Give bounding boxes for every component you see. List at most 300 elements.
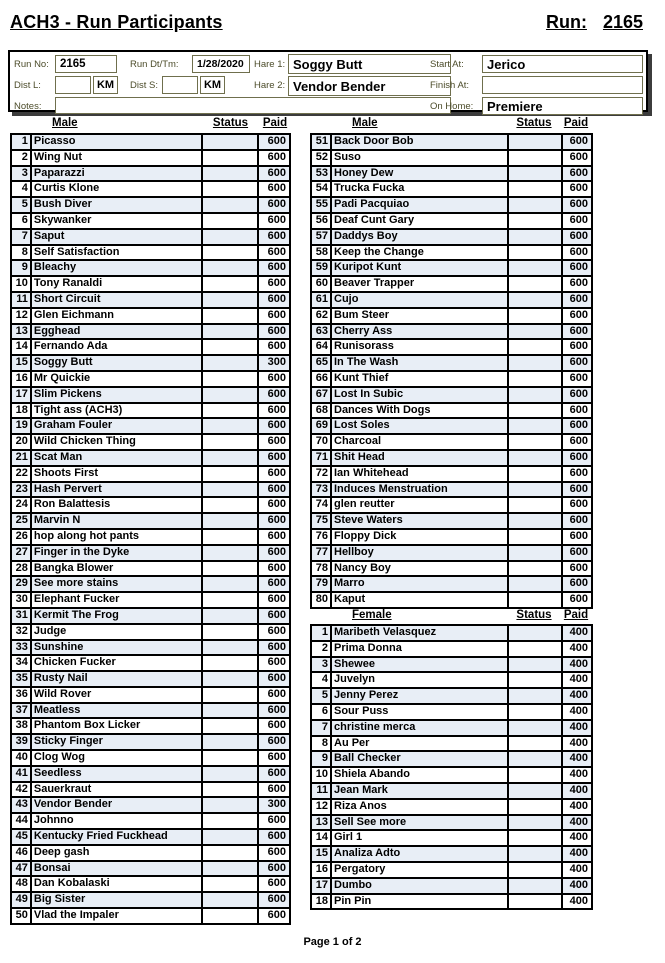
paid-amount: 400 bbox=[563, 737, 593, 753]
table-row bbox=[310, 356, 593, 372]
table-row bbox=[10, 830, 291, 846]
runner-name: Judge bbox=[32, 625, 203, 641]
runner-name: Floppy Dick bbox=[332, 530, 509, 546]
row-number: 64 bbox=[312, 340, 332, 356]
paid-amount: 600 bbox=[259, 530, 291, 546]
runner-name: Dan Kobalaski bbox=[32, 877, 203, 893]
status-cell bbox=[203, 435, 260, 451]
table-row bbox=[10, 451, 291, 467]
row-number: 28 bbox=[12, 562, 32, 578]
status-cell bbox=[509, 340, 563, 356]
table-row bbox=[10, 388, 291, 404]
runner-name: Scat Man bbox=[32, 451, 203, 467]
row-number: 54 bbox=[312, 182, 332, 198]
status-cell bbox=[509, 514, 563, 530]
paid-amount: 600 bbox=[563, 388, 593, 404]
row-number: 20 bbox=[12, 435, 32, 451]
table-row bbox=[10, 656, 291, 672]
paid-amount: 600 bbox=[259, 767, 291, 783]
runner-name: Sell See more bbox=[332, 816, 509, 832]
row-number: 36 bbox=[12, 688, 32, 704]
runner-name: Bleachy bbox=[32, 261, 203, 277]
runner-name: Honey Dew bbox=[332, 167, 509, 183]
table-row bbox=[10, 593, 291, 609]
row-number: 16 bbox=[12, 372, 32, 388]
status-cell bbox=[509, 593, 563, 609]
paid-amount: 600 bbox=[259, 467, 291, 483]
paid-amount: 600 bbox=[259, 419, 291, 435]
status-cell bbox=[203, 893, 260, 909]
runner-name: Short Circuit bbox=[32, 293, 203, 309]
row-number: 69 bbox=[312, 419, 332, 435]
status-cell bbox=[509, 752, 563, 768]
runner-name: Slim Pickens bbox=[32, 388, 203, 404]
table-row bbox=[310, 626, 593, 642]
table-row bbox=[310, 577, 593, 593]
paid-amount: 400 bbox=[563, 626, 593, 642]
status-cell bbox=[509, 182, 563, 198]
paid-amount: 400 bbox=[563, 721, 593, 737]
runner-name: Meatless bbox=[32, 704, 203, 720]
row-number: 1 bbox=[312, 626, 332, 642]
status-cell bbox=[203, 577, 260, 593]
row-number: 15 bbox=[312, 847, 332, 863]
paid-amount: 600 bbox=[563, 135, 593, 151]
row-number: 35 bbox=[12, 672, 32, 688]
paid-amount: 400 bbox=[563, 673, 593, 689]
status-cell bbox=[203, 625, 260, 641]
table-row bbox=[10, 467, 291, 483]
runner-name: Dumbo bbox=[332, 879, 509, 895]
row-number: 46 bbox=[12, 846, 32, 862]
status-cell bbox=[509, 626, 563, 642]
row-number: 62 bbox=[312, 309, 332, 325]
paid-amount: 600 bbox=[259, 814, 291, 830]
paid-amount: 600 bbox=[563, 182, 593, 198]
row-number: 21 bbox=[12, 451, 32, 467]
table-row bbox=[10, 562, 291, 578]
paid-amount: 600 bbox=[563, 467, 593, 483]
runner-name: Runisorass bbox=[332, 340, 509, 356]
status-cell bbox=[203, 356, 260, 372]
table-row bbox=[310, 404, 593, 420]
runner-name: glen reutter bbox=[332, 498, 509, 514]
row-number: 78 bbox=[312, 562, 332, 578]
row-number: 65 bbox=[312, 356, 332, 372]
paid-amount: 300 bbox=[259, 798, 291, 814]
runner-name: Au Per bbox=[332, 737, 509, 753]
status-cell bbox=[509, 831, 563, 847]
runner-name: Big Sister bbox=[32, 893, 203, 909]
row-number: 14 bbox=[312, 831, 332, 847]
status-cell bbox=[203, 830, 260, 846]
row-number: 53 bbox=[312, 167, 332, 183]
status-cell bbox=[203, 340, 260, 356]
table-row bbox=[10, 862, 291, 878]
table-row bbox=[10, 325, 291, 341]
runner-name: Lost Soles bbox=[332, 419, 509, 435]
table-row bbox=[10, 135, 291, 151]
dist-l-field[interactable] bbox=[55, 76, 91, 94]
status-cell bbox=[203, 767, 260, 783]
table-row bbox=[310, 831, 593, 847]
runner-name: Egghead bbox=[32, 325, 203, 341]
status-cell bbox=[203, 877, 260, 893]
row-number: 77 bbox=[312, 546, 332, 562]
paid-amount: 600 bbox=[259, 309, 291, 325]
row-number: 26 bbox=[12, 530, 32, 546]
runner-name: Keep the Change bbox=[332, 246, 509, 262]
paid-amount: 600 bbox=[259, 830, 291, 846]
status-cell bbox=[509, 167, 563, 183]
table-row bbox=[310, 340, 593, 356]
runner-name: Curtis Klone bbox=[32, 182, 203, 198]
runner-name: Deaf Cunt Gary bbox=[332, 214, 509, 230]
row-number: 6 bbox=[12, 214, 32, 230]
paid-amount: 600 bbox=[563, 498, 593, 514]
table-row bbox=[310, 372, 593, 388]
notes-label: Notes: bbox=[14, 101, 42, 112]
runner-name: Finger in the Dyke bbox=[32, 546, 203, 562]
table-row bbox=[310, 816, 593, 832]
status-cell bbox=[509, 467, 563, 483]
on-home-field[interactable]: Premiere bbox=[482, 97, 643, 115]
runner-name: Johnno bbox=[32, 814, 203, 830]
status-cell bbox=[203, 546, 260, 562]
row-number: 8 bbox=[12, 246, 32, 262]
status-cell bbox=[203, 404, 260, 420]
run-dt-field[interactable]: 1/28/2020 bbox=[192, 55, 250, 73]
female-table bbox=[310, 624, 593, 910]
runner-name: Sauerkraut bbox=[32, 783, 203, 799]
start-at-field[interactable]: Jerico bbox=[482, 55, 643, 73]
runner-name: Bonsai bbox=[32, 862, 203, 878]
table-row bbox=[10, 214, 291, 230]
row-number: 12 bbox=[312, 800, 332, 816]
table-row bbox=[10, 704, 291, 720]
runner-name: Ian Whitehead bbox=[332, 467, 509, 483]
paid-amount: 600 bbox=[259, 451, 291, 467]
row-number: 18 bbox=[12, 404, 32, 420]
paid-amount: 600 bbox=[259, 846, 291, 862]
status-cell bbox=[509, 356, 563, 372]
paid-amount: 600 bbox=[259, 893, 291, 909]
status-cell bbox=[203, 309, 260, 325]
status-cell bbox=[509, 293, 563, 309]
row-number: 42 bbox=[12, 783, 32, 799]
status-cell bbox=[203, 246, 260, 262]
runner-name: Kunt Thief bbox=[332, 372, 509, 388]
table-row bbox=[310, 261, 593, 277]
status-cell bbox=[509, 768, 563, 784]
paid-amount: 600 bbox=[563, 372, 593, 388]
paid-amount: 600 bbox=[563, 593, 593, 609]
table-row bbox=[310, 325, 593, 341]
row-number: 60 bbox=[312, 277, 332, 293]
status-cell bbox=[203, 656, 260, 672]
run-no-field[interactable]: 2165 bbox=[55, 55, 117, 73]
paid-amount: 600 bbox=[259, 577, 291, 593]
status-cell bbox=[509, 879, 563, 895]
status-cell bbox=[509, 689, 563, 705]
paid-amount: 600 bbox=[259, 340, 291, 356]
table-row bbox=[310, 451, 593, 467]
status-cell bbox=[509, 673, 563, 689]
row-number: 5 bbox=[12, 198, 32, 214]
table-row bbox=[310, 800, 593, 816]
runner-name: Hellboy bbox=[332, 546, 509, 562]
paid-amount: 600 bbox=[259, 167, 291, 183]
table-row bbox=[10, 340, 291, 356]
page-indicator: Page 1 of 2 bbox=[303, 936, 362, 948]
row-number: 23 bbox=[12, 483, 32, 499]
row-number: 73 bbox=[312, 483, 332, 499]
table-row bbox=[310, 895, 593, 911]
paid-amount: 600 bbox=[563, 356, 593, 372]
status-cell bbox=[203, 514, 260, 530]
hare1-field[interactable]: Soggy Butt bbox=[288, 54, 451, 74]
row-number: 51 bbox=[312, 135, 332, 151]
paid-amount: 600 bbox=[259, 483, 291, 499]
row-number: 4 bbox=[12, 182, 32, 198]
row-number: 57 bbox=[312, 230, 332, 246]
paid-amount: 600 bbox=[259, 562, 291, 578]
paid-amount: 600 bbox=[563, 562, 593, 578]
table-row bbox=[10, 182, 291, 198]
row-number: 3 bbox=[12, 167, 32, 183]
status-cell bbox=[509, 325, 563, 341]
status-cell bbox=[203, 609, 260, 625]
runner-name: Juvelyn bbox=[332, 673, 509, 689]
row-number: 47 bbox=[12, 862, 32, 878]
runner-name: Back Door Bob bbox=[332, 135, 509, 151]
paid-amount: 600 bbox=[563, 214, 593, 230]
runner-name: Prima Donna bbox=[332, 642, 509, 658]
table-row bbox=[10, 751, 291, 767]
table-row bbox=[10, 151, 291, 167]
row-number: 5 bbox=[312, 689, 332, 705]
paid-amount: 400 bbox=[563, 642, 593, 658]
finish-at-field[interactable] bbox=[482, 76, 643, 94]
paid-amount: 600 bbox=[259, 230, 291, 246]
runner-name: Bum Steer bbox=[332, 309, 509, 325]
row-number: 38 bbox=[12, 719, 32, 735]
status-cell bbox=[509, 847, 563, 863]
row-number: 72 bbox=[312, 467, 332, 483]
paid-amount: 300 bbox=[259, 356, 291, 372]
runner-name: christine merca bbox=[332, 721, 509, 737]
status-cell bbox=[203, 735, 260, 751]
row-number: 4 bbox=[312, 673, 332, 689]
runner-name: Marvin N bbox=[32, 514, 203, 530]
status-cell bbox=[203, 261, 260, 277]
paid-amount: 400 bbox=[563, 752, 593, 768]
runner-name: Padi Pacquiao bbox=[332, 198, 509, 214]
runner-name: Soggy Butt bbox=[32, 356, 203, 372]
male-table-right bbox=[310, 133, 593, 609]
runner-name: Elephant Fucker bbox=[32, 593, 203, 609]
status-cell bbox=[203, 688, 260, 704]
row-number: 43 bbox=[12, 798, 32, 814]
status-cell bbox=[509, 451, 563, 467]
status-cell bbox=[203, 483, 260, 499]
row-number: 67 bbox=[312, 388, 332, 404]
row-number: 31 bbox=[12, 609, 32, 625]
paid-amount: 600 bbox=[563, 246, 593, 262]
hare2-field[interactable]: Vendor Bender bbox=[288, 76, 451, 96]
runner-name: Girl 1 bbox=[332, 831, 509, 847]
status-cell bbox=[509, 816, 563, 832]
runner-name: Jenny Perez bbox=[332, 689, 509, 705]
paid-header-label: Paid bbox=[563, 117, 589, 129]
status-cell bbox=[509, 721, 563, 737]
runner-name: Picasso bbox=[32, 135, 203, 151]
table-row bbox=[310, 689, 593, 705]
runner-name: Charcoal bbox=[332, 435, 509, 451]
runner-name: Vendor Bender bbox=[32, 798, 203, 814]
runner-name: Daddys Boy bbox=[332, 230, 509, 246]
status-cell bbox=[509, 863, 563, 879]
paid-amount: 600 bbox=[259, 261, 291, 277]
row-number: 55 bbox=[312, 198, 332, 214]
row-number: 10 bbox=[12, 277, 32, 293]
table-row bbox=[10, 546, 291, 562]
table-row bbox=[10, 688, 291, 704]
male-left-header bbox=[10, 115, 291, 131]
paid-amount: 600 bbox=[259, 293, 291, 309]
runner-name: Self Satisfaction bbox=[32, 246, 203, 262]
table-row bbox=[310, 498, 593, 514]
runner-name: Ron Balattesis bbox=[32, 498, 203, 514]
dist-l-label: Dist L: bbox=[14, 80, 41, 91]
status-cell bbox=[509, 642, 563, 658]
status-header-label: Status bbox=[212, 117, 249, 129]
status-cell bbox=[203, 719, 260, 735]
paid-amount: 600 bbox=[259, 625, 291, 641]
dist-s-label: Dist S: bbox=[130, 80, 158, 91]
paid-amount: 400 bbox=[563, 658, 593, 674]
runner-name: Sunshine bbox=[32, 641, 203, 657]
status-cell bbox=[509, 388, 563, 404]
runner-name: Glen Eichmann bbox=[32, 309, 203, 325]
paid-amount: 600 bbox=[259, 593, 291, 609]
runner-name: In The Wash bbox=[332, 356, 509, 372]
male-header-label: Male bbox=[52, 117, 78, 129]
table-row bbox=[310, 737, 593, 753]
table-row bbox=[310, 293, 593, 309]
table-row bbox=[310, 784, 593, 800]
run-dt-label: Run Dt/Tm: bbox=[130, 59, 179, 70]
row-number: 22 bbox=[12, 467, 32, 483]
paid-amount: 600 bbox=[259, 214, 291, 230]
paid-amount: 600 bbox=[563, 451, 593, 467]
status-cell bbox=[509, 483, 563, 499]
table-row bbox=[310, 277, 593, 293]
status-cell bbox=[203, 530, 260, 546]
status-cell bbox=[203, 909, 260, 925]
table-row bbox=[10, 356, 291, 372]
table-row bbox=[10, 735, 291, 751]
row-number: 61 bbox=[312, 293, 332, 309]
row-number: 32 bbox=[12, 625, 32, 641]
status-cell bbox=[203, 419, 260, 435]
status-cell bbox=[509, 277, 563, 293]
table-row bbox=[10, 293, 291, 309]
paid-amount: 600 bbox=[259, 514, 291, 530]
page-title: ACH3 - Run Participants bbox=[10, 12, 223, 32]
runner-name: Phantom Box Licker bbox=[32, 719, 203, 735]
runner-name: Kuripot Kunt bbox=[332, 261, 509, 277]
row-number: 56 bbox=[312, 214, 332, 230]
row-number: 40 bbox=[12, 751, 32, 767]
status-cell bbox=[509, 372, 563, 388]
table-row bbox=[10, 261, 291, 277]
paid-amount: 600 bbox=[563, 167, 593, 183]
row-number: 11 bbox=[12, 293, 32, 309]
table-row bbox=[10, 877, 291, 893]
status-cell bbox=[203, 325, 260, 341]
row-number: 29 bbox=[12, 577, 32, 593]
table-row bbox=[310, 419, 593, 435]
status-cell bbox=[509, 309, 563, 325]
table-row bbox=[10, 230, 291, 246]
row-number: 2 bbox=[12, 151, 32, 167]
status-cell bbox=[203, 277, 260, 293]
table-row bbox=[10, 641, 291, 657]
table-row bbox=[10, 198, 291, 214]
paid-amount: 600 bbox=[563, 419, 593, 435]
status-cell bbox=[203, 214, 260, 230]
status-cell bbox=[509, 151, 563, 167]
notes-field[interactable] bbox=[55, 97, 451, 114]
status-cell bbox=[203, 846, 260, 862]
row-number: 41 bbox=[12, 767, 32, 783]
row-number: 70 bbox=[312, 435, 332, 451]
row-number: 63 bbox=[312, 325, 332, 341]
table-row bbox=[310, 705, 593, 721]
paid-amount: 600 bbox=[259, 735, 291, 751]
paid-amount: 400 bbox=[563, 705, 593, 721]
table-row bbox=[10, 246, 291, 262]
paid-amount: 600 bbox=[563, 435, 593, 451]
paid-amount: 600 bbox=[563, 530, 593, 546]
paid-amount: 600 bbox=[563, 577, 593, 593]
paid-amount: 600 bbox=[563, 293, 593, 309]
status-cell bbox=[509, 737, 563, 753]
runner-name: Bush Diver bbox=[32, 198, 203, 214]
paid-amount: 400 bbox=[563, 768, 593, 784]
table-row bbox=[310, 198, 593, 214]
dist-s-field[interactable] bbox=[162, 76, 198, 94]
finish-at-label: Finish At: bbox=[430, 80, 470, 91]
paid-amount: 600 bbox=[259, 672, 291, 688]
table-row bbox=[10, 404, 291, 420]
runner-name: Graham Fouler bbox=[32, 419, 203, 435]
status-cell bbox=[509, 214, 563, 230]
status-cell bbox=[203, 704, 260, 720]
runner-name: Paparazzi bbox=[32, 167, 203, 183]
row-number: 2 bbox=[312, 642, 332, 658]
runner-name: Sour Puss bbox=[332, 705, 509, 721]
table-row bbox=[310, 230, 593, 246]
paid-amount: 600 bbox=[259, 325, 291, 341]
run-number: 2165 bbox=[602, 12, 643, 32]
runner-name: Clog Wog bbox=[32, 751, 203, 767]
status-cell bbox=[203, 293, 260, 309]
runner-name: Bangka Blower bbox=[32, 562, 203, 578]
table-row bbox=[310, 879, 593, 895]
status-header-label: Status bbox=[516, 117, 552, 129]
